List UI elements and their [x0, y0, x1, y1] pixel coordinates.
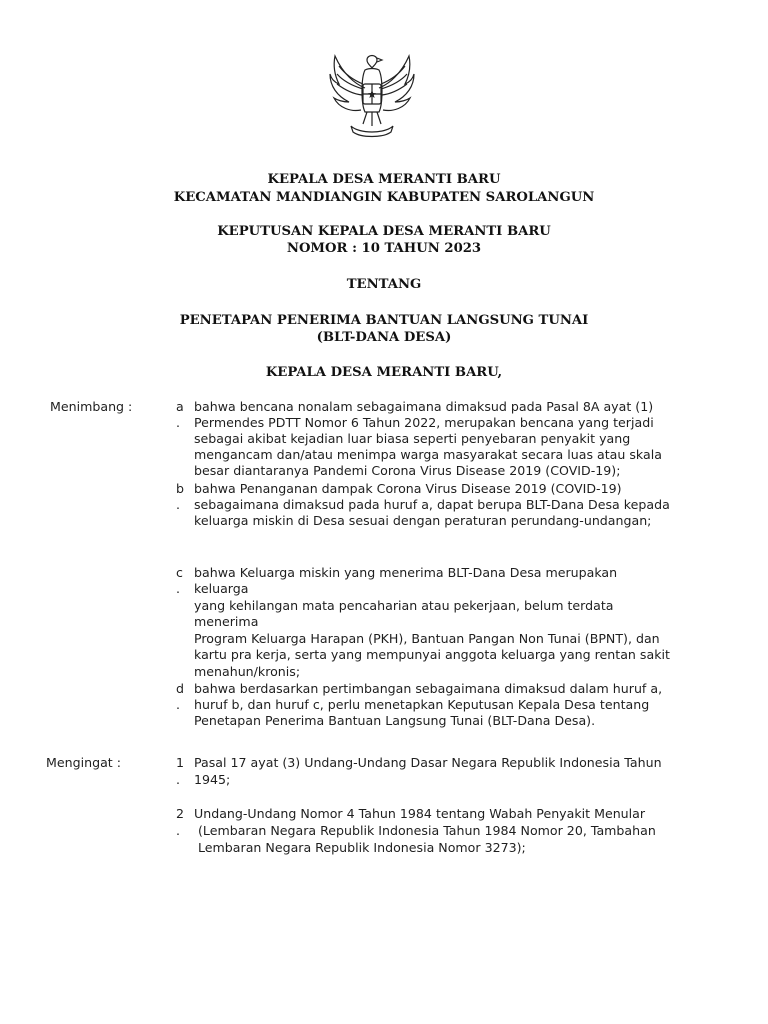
- menimbang-a-line: bahwa bencana nonalam sebagaimana dimaksud pada Pasal 8A ayat (1): [194, 399, 654, 414]
- subject-line-1: PENETAPAN PENERIMA BANTUAN LANGSUNG TUNAI: [179, 313, 589, 328]
- garuda-emblem-icon: [325, 44, 419, 140]
- mengingat-2-line: Lembaran Negara Republik Indonesia Nomor 3273);: [198, 840, 526, 855]
- mengingat-2-line: Undang-Undang Nomor 4 Tahun 1984 tentang Wabah Penyakit Menular: [194, 806, 646, 821]
- item-letter-b: b: [176, 481, 184, 496]
- menimbang-a-line: besar diantaranya Pandemi Corona Virus Disease 2019 (COVID-19);: [194, 463, 621, 478]
- about-heading: TENTANG: [346, 277, 422, 292]
- item-dot: .: [176, 772, 181, 787]
- menimbang-c-line: bahwa Keluarga miskin yang menerima BLT-Dana Desa merupakan: [194, 565, 618, 580]
- district-regency-title: KECAMATAN MANDIANGIN KABUPATEN SAROLANGUN: [173, 190, 595, 205]
- menimbang-c-line: yang kehilangan mata pencaharian atau pekerjaan, belum terdata: [194, 598, 614, 613]
- item-letter-a: a: [176, 399, 184, 414]
- menimbang-c-line: menahun/kronis;: [194, 664, 301, 679]
- item-dot: .: [176, 415, 181, 430]
- item-number-1: 1: [176, 755, 185, 770]
- item-dot: .: [176, 697, 181, 712]
- mengingat-2-line: (Lembaran Negara Republik Indonesia Tahun 1984 Nomor 20, Tambahan: [198, 823, 656, 838]
- subject-line-2: (BLT-DANA DESA): [316, 330, 452, 345]
- decree-title: KEPUTUSAN KEPALA DESA MERANTI BARU: [217, 224, 551, 239]
- mengingat-1-line: Pasal 17 ayat (3) Undang-Undang Dasar Negara Republik Indonesia Tahun: [194, 755, 662, 770]
- authority-heading: KEPALA DESA MERANTI BARU,: [265, 365, 503, 380]
- item-dot: .: [176, 581, 181, 596]
- menimbang-d-line: huruf b, dan huruf c, perlu menetapkan Keputusan Kepala Desa tentang: [194, 697, 650, 712]
- menimbang-a-line: Permendes PDTT Nomor 6 Tahun 2022, merupakan bencana yang terjadi: [194, 415, 654, 430]
- menimbang-d-line: bahwa berdasarkan pertimbangan sebagaimana dimaksud dalam huruf a,: [194, 681, 663, 696]
- menimbang-label: Menimbang :: [50, 399, 133, 414]
- menimbang-c-line: keluarga: [194, 581, 249, 596]
- menimbang-c-line: menerima: [194, 614, 259, 629]
- menimbang-b-line: bahwa Penanganan dampak Corona Virus Disease 2019 (COVID-19): [194, 481, 622, 496]
- menimbang-a-line: mengancam dan/atau menimpa warga masyarakat secara luas atau skala: [194, 447, 662, 462]
- decree-number: NOMOR : 10 TAHUN 2023: [286, 241, 482, 256]
- menimbang-c-line: Program Keluarga Harapan (PKH), Bantuan Pangan Non Tunai (BPNT), dan: [194, 631, 660, 646]
- item-letter-d: d: [176, 681, 184, 696]
- menimbang-c-line: kartu pra kerja, serta yang mempunyai anggota keluarga yang rentan sakit: [194, 647, 670, 662]
- item-number-2: 2: [176, 806, 185, 821]
- mengingat-label: Mengingat :: [46, 755, 121, 770]
- item-dot: .: [176, 497, 181, 512]
- mengingat-1-line: 1945;: [194, 772, 231, 787]
- village-head-title: KEPALA DESA MERANTI BARU: [267, 172, 501, 187]
- menimbang-d-line: Penetapan Penerima Bantuan Langsung Tunai (BLT-Dana Desa).: [194, 713, 596, 728]
- item-letter-c: c: [176, 565, 183, 580]
- menimbang-a-line: sebagai akibat kejadian luar biasa seperti penyebaran penyakit yang: [194, 431, 631, 446]
- menimbang-b-line: keluarga miskin di Desa sesuai dengan peraturan perundang-undangan;: [194, 513, 652, 528]
- item-dot: .: [176, 823, 181, 838]
- menimbang-b-line: sebagaimana dimaksud pada huruf a, dapat berupa BLT-Dana Desa kepada: [194, 497, 670, 512]
